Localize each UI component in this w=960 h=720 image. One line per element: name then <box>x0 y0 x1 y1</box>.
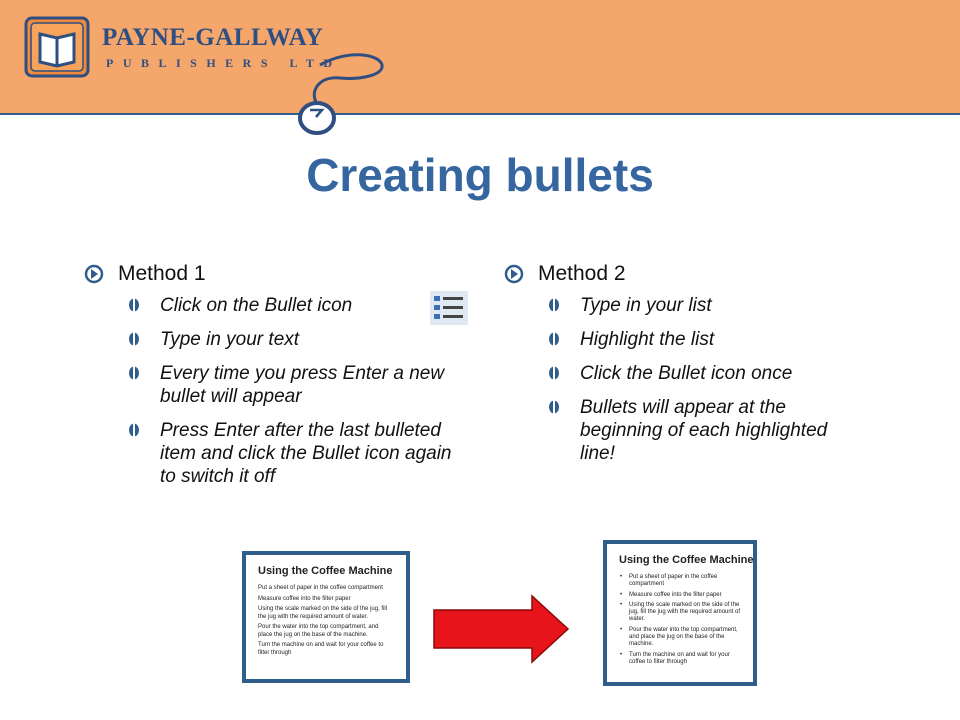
method-2-heading: Method 2 <box>538 262 626 285</box>
chevron-bullet-icon <box>504 264 524 284</box>
method-1-heading-row <box>84 262 464 286</box>
list-item-text: Type in your list <box>580 295 712 316</box>
header-divider <box>0 113 960 115</box>
before-doc-line: Using the scale marked on the side of the jug, fill the jug with the required amount of water. <box>258 606 388 620</box>
method-2-heading-row <box>504 262 864 286</box>
publisher-subtitle: PUBLISHERS LTD <box>106 56 342 70</box>
before-doc-line: Measure coffee into the filter paper <box>258 595 351 602</box>
method-1-heading: Method 1 <box>118 262 206 285</box>
chevron-bullet-icon <box>84 264 104 284</box>
before-doc-line: Put a sheet of paper in the coffee compartment <box>258 585 383 591</box>
method-1-column <box>84 262 464 499</box>
list-item <box>84 294 464 317</box>
oval-bullet-icon <box>128 423 140 437</box>
list-item-text: Click on the Bullet icon <box>160 295 353 316</box>
method-2-column <box>504 262 864 476</box>
list-item-text: Every time you press Enter a new bullet will appear <box>160 363 445 407</box>
after-doc-line: • Measure coffee into the filter paper <box>619 592 741 599</box>
before-document-thumbnail <box>242 551 410 683</box>
mouse-icon <box>280 50 390 140</box>
after-doc-line: • Pour the water into the top compartment, and place the jug on the base of the machine. <box>619 627 741 649</box>
method-1-list <box>84 294 464 488</box>
after-doc-title: Using the Coffee Machine <box>619 554 754 566</box>
before-doc-line: Turn the machine on and wait for your coffee to filter through <box>258 642 384 656</box>
after-doc-line: • Using the scale marked on the side of the jug, fill the jug with the required amount of water. <box>619 602 741 624</box>
list-item-text: Bullets will appear at the beginning of each highlighted line! <box>580 397 828 464</box>
after-doc-line: • Turn the machine on and wait for your coffee to filter through <box>619 652 741 667</box>
before-doc-title: Using the Coffee Machine <box>258 565 393 577</box>
oval-bullet-icon <box>548 366 560 380</box>
oval-bullet-icon <box>128 332 140 346</box>
list-item <box>504 294 864 317</box>
list-item <box>504 396 864 465</box>
bullet-list-icon <box>430 291 468 325</box>
oval-bullet-icon <box>128 298 140 312</box>
list-item-text: Type in your text <box>160 329 300 350</box>
oval-bullet-icon <box>548 332 560 346</box>
list-item <box>84 328 464 351</box>
after-document-thumbnail <box>603 540 757 686</box>
list-item-text: Press Enter after the last bulleted item and click the Bullet icon again to switch it off <box>160 420 452 487</box>
right-arrow-icon <box>432 594 572 664</box>
before-doc-line: Pour the water into the top compartment, and place the jug on the base of the machine. <box>258 624 379 638</box>
book-logo-icon <box>24 16 90 78</box>
list-item-text: Highlight the list <box>580 329 715 350</box>
oval-bullet-icon <box>548 400 560 414</box>
oval-bullet-icon <box>548 298 560 312</box>
oval-bullet-icon <box>128 366 140 380</box>
after-doc-line: • Put a sheet of paper in the coffee compartment <box>619 574 741 589</box>
list-item <box>504 362 864 385</box>
list-item-text: Click the Bullet icon once <box>580 363 793 384</box>
list-item <box>84 419 464 488</box>
method-2-list <box>504 294 864 465</box>
publisher-name: PAYNE-GALLWAY <box>102 24 324 51</box>
list-item <box>84 362 464 408</box>
slide-title: Creating bullets <box>306 149 654 201</box>
list-item <box>504 328 864 351</box>
